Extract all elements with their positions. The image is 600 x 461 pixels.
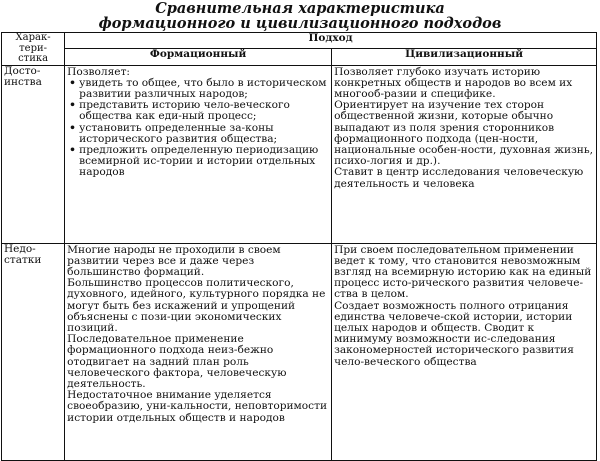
advantages-formation-list [67, 78, 329, 179]
title-line-2: формационного и цивилизационного подходов [98, 15, 502, 32]
paragraph: Последовательное применение формационного подхода неиз-бежно отодвигает на задний план роль человеческого фактора, человеческую деятельность. [67, 333, 287, 390]
advantages-civilization-cell [332, 65, 597, 243]
characteristic-header-text: Харак- тери- стика [15, 32, 51, 64]
paragraph: При своем последовательном применении ведет к тому, что становится невозможным взгляд на всемирную историю как на единый процесс исто-рического развития человече-ства в целом. [334, 243, 592, 301]
page-title [0, 0, 600, 32]
civilization-header: Цивилизационный [332, 48, 597, 65]
paragraph: Создает возможность полного отрицания единства человече-ской истории, истории целых народов и обществ. Сводит к минимуму возможности ис-следования закономерностей исторического развития чело-веческого общества [334, 299, 574, 368]
paragraph: Ставит в центр исследования человеческую деятельность и человека [334, 166, 584, 190]
row-label-advantages [2, 65, 65, 243]
formation-header: Формационный [65, 48, 332, 65]
advantages-formation-cell [65, 65, 332, 243]
disadvantages-formation-cell [65, 243, 332, 460]
paragraph: Ориентирует на изучение тех сторон общественной жизни, которые обычно выпадают из поля зрения сторонников формационного подхода (цен-ности, национальные особен-ности, духовная жизнь, психо-логия и др.). [334, 99, 593, 168]
row-label-disadvantages-text: Недо- статки [4, 242, 42, 266]
row-label-advantages-text: Досто- инства [4, 64, 42, 88]
table-subheader-row [2, 48, 597, 65]
list-item: • предложить определенную периодизацию всемирной ис-тории и истории отдельных народов [79, 145, 329, 179]
comparison-table [1, 32, 597, 461]
disadvantages-civilization-cell [332, 243, 597, 460]
table-row-disadvantages [2, 243, 597, 460]
title-line-1: Сравнительная характеристика [155, 0, 445, 17]
paragraph: Многие народы не проходили в своем развитии через все и даже через большинство формаций. [67, 243, 281, 278]
table-row-advantages [2, 65, 597, 243]
approach-header: Подход [65, 33, 597, 49]
row-label-disadvantages [2, 243, 65, 460]
list-item: • увидеть то общее, что было в историческом развитии различных народов; [79, 78, 329, 100]
characteristic-header [2, 33, 65, 66]
paragraph: Позволяет глубоко изучать историю конкретных обществ и народов во всем их многооб-разии и специфике. [334, 65, 573, 100]
list-item: • установить определенные за-коны исторического развития общества; [79, 123, 329, 145]
paragraph: Большинство процессов политического, духовного, идейного, культурного порядка не могут быть без искажений и упрощений объяснены с пози-ции экономических позиций. [67, 277, 326, 334]
advantages-formation-intro: Позволяет: [67, 65, 131, 78]
table-header-row [2, 33, 597, 49]
list-item: • представить историю чело-веческого общества как еди-ный процесс; [79, 100, 329, 122]
paragraph: Недостаточное внимание уделяется своеобразию, уни-кальности, неповторимости истории отдельных обществ и народов [67, 389, 328, 424]
